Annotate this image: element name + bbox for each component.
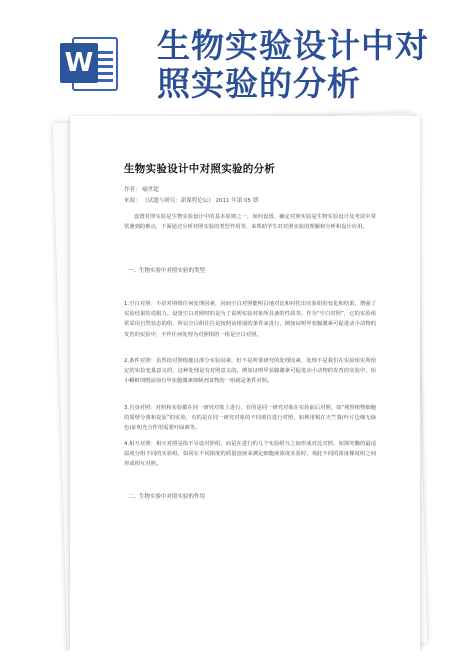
- paragraph-self-control: 3.自身对照：对照和实验都在同一研究对象上进行，有的是同一研究对象在实验前后对照，如“观察植物细胞的质壁分离和复原”的实验，有的是在同一研究对象的不同部位进行对照，如利用锡在天竺葵(叶片边缘无绿色)证明光合作用需要叶绿素等。: [124, 405, 376, 432]
- word-badge: W: [60, 43, 98, 83]
- document-title: 生物实验设计中对照实验的分析: [124, 163, 276, 175]
- watermark-strip: [0, 651, 474, 665]
- source-line: 来源： 《试题与研究：新课程论坛》 2011 年第 05 期: [124, 198, 259, 204]
- paragraph-mutual-control: 4.相互对照：相互对照是指不另设对照组，而是在进行的几个实验组互之间形成对比对照。如探究酶的最适温度分组不同的实验组，如同在不同浓度的质量溶液来测定细胞液浓度实验时，观此不同的浓度梯度组之间形成相互对照。: [124, 441, 376, 468]
- section-heading-types: 一、生物实验中对照实验的类型: [128, 268, 206, 274]
- paragraph-blank-control: 1.空白对照：不给对照组任何处理因素，因而空白对照能明白地对比和衬托出实验组的变化和结果，增强了实验结果的说服力。设置空白对照时的是为了说明实验对象所具备的性质等。作为“空白对照”，它的实验组常采用自然状态的组，所以空白组往往是按照该组别的条件来进行，例如证明甲状腺激素可促进动小动物的发育的实验中，不作任何处理为对照组的一组是空白对照。: [124, 301, 376, 338]
- banner-title: 生物实验设计中对照实验的分析: [157, 26, 429, 103]
- paragraph-condition-control: 2.条件对照：虽然给对照组施以部分实验因素，但不是所要研究的处理因素，处理不是我们在实验组实所给定的实验变量意义的，这种处理是有对照意义的。例如证明甲状腺激素可促进动小动物的发育的实验中，给小蝌蚪饲喂添加有甲状腺激素抑制剂食物的一组就是条件对照。: [124, 358, 376, 385]
- section-heading-functions: 二、生物实验中对照实验的作用: [128, 494, 206, 500]
- author-line: 作者： 喻世超: [124, 187, 159, 193]
- banner: [0, 0, 474, 108]
- word-icon: [60, 33, 122, 95]
- intro-paragraph: 设置对照实验是生物实验设计中的基本原则之一，如何设置、确定对照实验是生物实验设计及考试中常常遇到的难点，下面通过分析对照实验的类型作用等，来帮助学生对对照实验的理解和分析和设计应用。: [124, 214, 376, 231]
- document-page: [70, 116, 420, 651]
